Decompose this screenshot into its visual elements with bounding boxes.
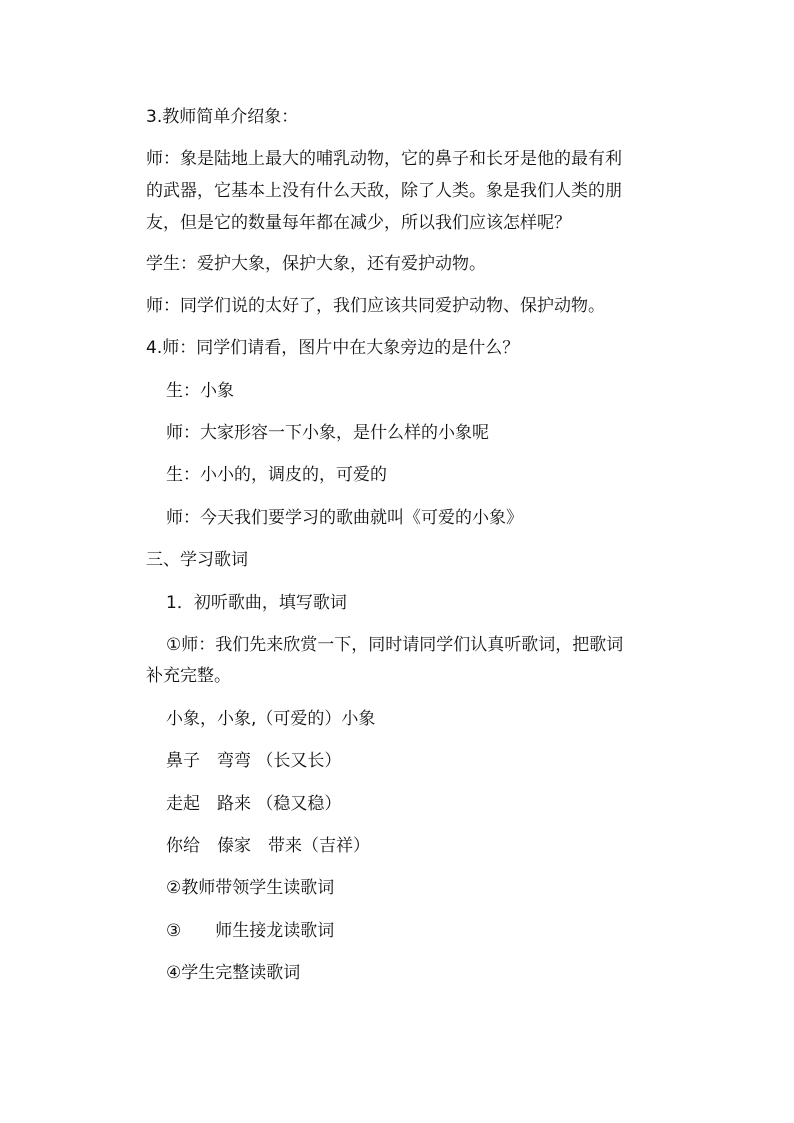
teacher-intro-line-3: 友，但是它的数量每年都在减少，所以我们应该怎样呢？ [146,213,571,233]
instruction-line-2: 补充完整。 [146,666,231,686]
instruction-line-1: ①师：我们先来欣赏一下，同时请同学们认真听歌词，把歌词 [166,635,624,655]
teacher-intro-line-1: 师：象是陆地上最大的哺乳动物，它的鼻子和长牙是他的最有利 [146,149,622,169]
subsection-1-heading: 1．初听歌曲，填写歌词 [166,593,347,613]
student-answer-line: 学生：爱护大象，保护大象，还有爱护动物。 [146,254,486,274]
dialogue-line-1: 生：小象 [166,381,234,401]
step-2-line: ②教师带领学生读歌词 [166,878,335,898]
section-three-heading: 三、学习歌词 [146,550,248,570]
dialogue-line-4: 师：今天我们要学习的歌曲就叫《可爱的小象》 [166,508,523,528]
step-3-line: ③ 师生接龙读歌词 [166,921,335,941]
teacher-response-line: 师：同学们说的太好了，我们应该共同爱护动物、保护动物。 [146,296,605,316]
dialogue-line-3: 生：小小的，调皮的，可爱的 [166,465,387,485]
teacher-intro-line-2: 的武器，它基本上没有什么天敌，除了人类。象是我们人类的朋 [146,181,622,201]
dialogue-line-2: 师：大家形容一下小象，是什么样的小象呢 [166,423,489,443]
lyrics-line-1: 小象，小象,（可爱的）小象 [166,709,376,729]
section-3-heading: 3.教师简单介绍象： [146,107,299,127]
step-4-line: ④学生完整读歌词 [166,963,301,983]
section-4-heading: 4.师：同学们请看，图片中在大象旁边的是什么？ [146,338,520,358]
lyrics-line-3: 走起 路来 （稳又稳） [166,794,342,814]
lyrics-line-2: 鼻子 弯弯 （长又长） [166,751,342,771]
lyrics-line-4: 你给 傣家 带来（吉祥） [166,836,370,856]
